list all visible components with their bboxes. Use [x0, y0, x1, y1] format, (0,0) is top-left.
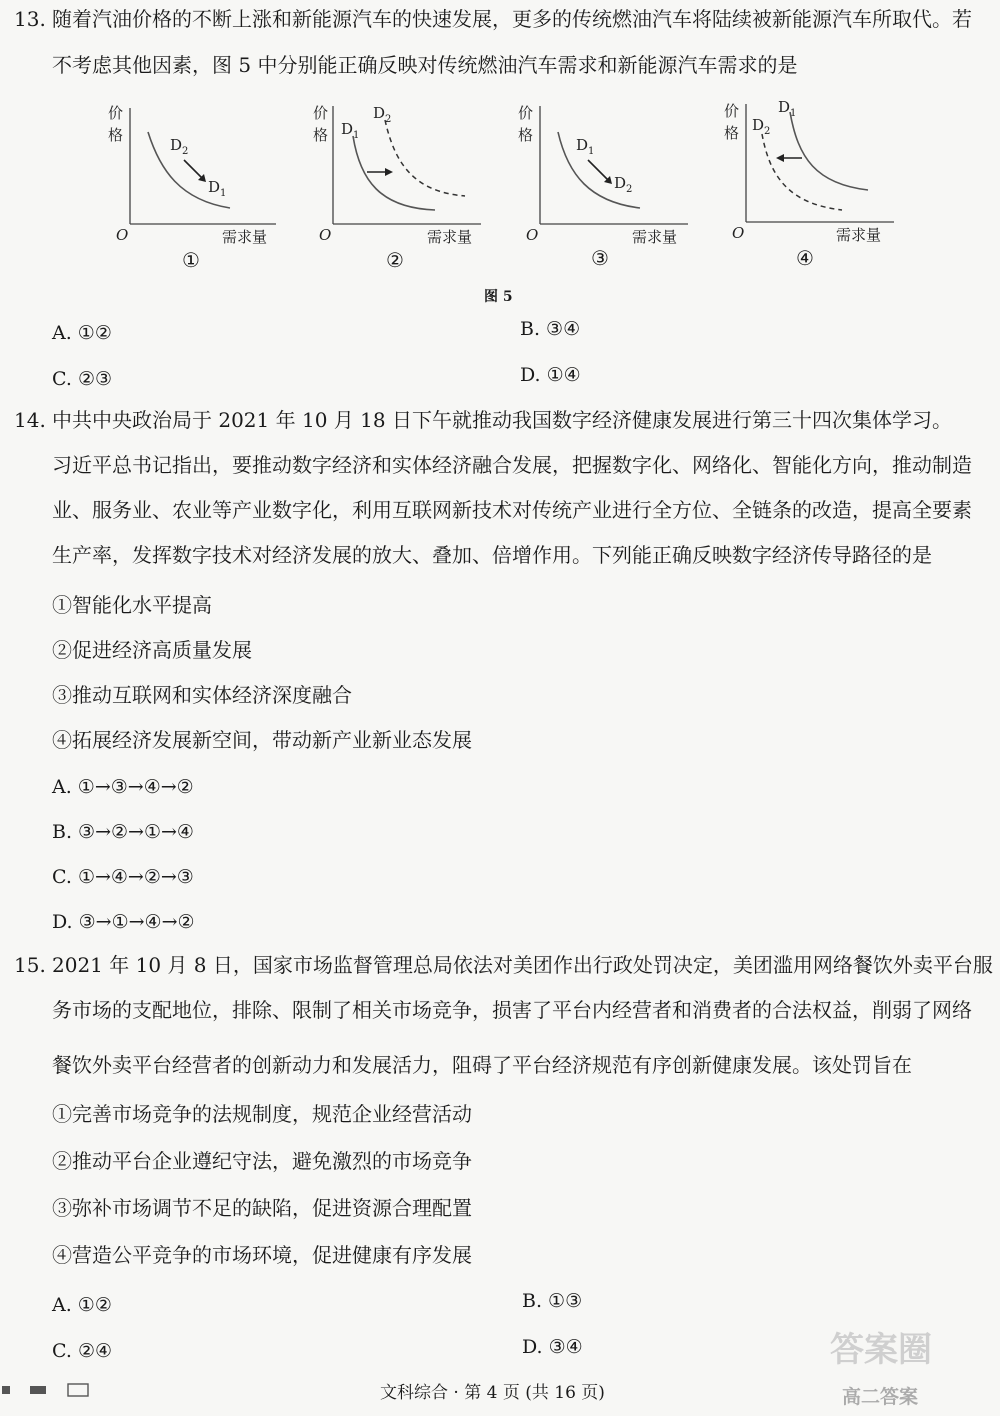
q14-option-c[interactable]: C. ①→④→②→③	[52, 866, 194, 888]
panel-label-1: ①	[182, 248, 200, 272]
demand-curve-d2-dashed	[385, 120, 465, 196]
q14-text-line: 习近平总书记指出，要推动数字经济和实体经济融合发展，把握数字化、网络化、智能化方向，推动制造	[52, 453, 972, 477]
q13-option-a[interactable]: A. ①②	[52, 322, 112, 344]
svg-text:O: O	[732, 224, 745, 242]
svg-text:格: 格	[313, 126, 329, 144]
svg-text:格: 格	[518, 126, 534, 144]
panel-label-4: ④	[796, 246, 814, 270]
demand-curve-d2-dashed	[762, 134, 842, 210]
q14-item: ③推动互联网和实体经济深度融合	[52, 683, 352, 707]
figure-caption: 图 5	[484, 289, 513, 305]
footer-marks	[0, 1382, 100, 1406]
q13-option-c[interactable]: C. ②③	[52, 368, 113, 390]
svg-text:价: 价	[518, 104, 534, 122]
svg-text:O: O	[526, 226, 539, 244]
q14-text-line: 业、服务业、农业等产业数字化，利用互联网新技术对传统产业进行全方位、全链条的改造，提高全要素	[52, 498, 972, 522]
svg-text:D2: $D_2$	[614, 174, 633, 195]
x-axis-label: 需求量	[222, 228, 268, 246]
curve-label-d2: $D_2$	[170, 136, 189, 157]
q15-text-line: 务市场的支配地位，排除、限制了相关市场竞争，损害了平台内经营者和消费者的合法权益，削弱了网络	[52, 998, 972, 1022]
q14-text-line: 生产率，发挥数字技术对经济发展的放大、叠加、倍增作用。下列能正确反映数字经济传导路径的是	[52, 543, 932, 567]
panel-label-3: ③	[591, 246, 609, 270]
svg-text:需求量: 需求量	[632, 228, 678, 246]
q13-option-d[interactable]: D. ①④	[520, 364, 581, 386]
panel-label-2: ②	[386, 248, 404, 272]
svg-text:价: 价	[724, 102, 740, 120]
movement-arrow	[588, 160, 608, 180]
q15-text-line: 2021 年 10 月 8 日，国家市场监督管理总局依法对美团作出行政处罚决定，美团滥用网络餐饮外卖平台服	[52, 953, 993, 977]
watermark-subtext: 高二答案	[842, 1386, 919, 1408]
q13-text-line-1: 随着汽油价格的不断上涨和新能源汽车的快速发展，更多的传统燃油汽车将陆续被新能源汽车所取代。若	[52, 7, 972, 31]
q13-number: 13.	[14, 7, 46, 31]
q15-option-b[interactable]: B. ①③	[522, 1290, 583, 1312]
q14-number: 14.	[14, 408, 46, 432]
curve-label-d1: $D_1$	[208, 178, 227, 199]
q15-option-a[interactable]: A. ①②	[52, 1294, 112, 1316]
svg-text:D2: $D_2$	[373, 104, 392, 125]
q15-number: 15.	[14, 953, 46, 977]
svg-text:D1: $D_1$	[341, 120, 360, 141]
svg-text:D1: $D_1$	[778, 98, 797, 119]
q14-item: ①智能化水平提高	[52, 593, 212, 617]
watermark-logo: 答案圈	[830, 1330, 932, 1370]
q15-item: ②推动平台企业遵纪守法，避免激烈的市场竞争	[52, 1149, 472, 1173]
svg-text:D1: $D_1$	[576, 136, 595, 157]
q15-option-d[interactable]: D. ③④	[522, 1336, 583, 1358]
demand-curve-d1	[790, 112, 868, 190]
q15-item: ①完善市场竞争的法规制度，规范企业经营活动	[52, 1102, 472, 1126]
q14-option-d[interactable]: D. ③→①→④→②	[52, 911, 195, 933]
q14-option-b[interactable]: B. ③→②→①→④	[52, 821, 194, 843]
q13-text-line-2: 不考虑其他因素，图 5 中分别能正确反映对传统燃油汽车需求和新能源汽车需求的是	[52, 53, 798, 77]
svg-text:需求量: 需求量	[427, 228, 473, 246]
svg-text:D2: $D_2$	[752, 116, 771, 137]
origin-label: O	[116, 226, 129, 244]
svg-text:O: O	[319, 226, 332, 244]
y-axis-label: 格	[108, 126, 124, 144]
q15-item: ③弥补市场调节不足的缺陷，促进资源合理配置	[52, 1196, 472, 1220]
svg-text:价: 价	[313, 104, 329, 122]
q14-text-line: 中共中央政治局于 2021 年 10 月 18 日下午就推动我国数字经济健康发展进行第三十四次集体学习。	[52, 408, 952, 432]
page-footer: 文科综合 · 第 4 页 (共 16 页)	[380, 1383, 605, 1403]
q14-item: ④拓展经济发展新空间，带动新产业新业态发展	[52, 728, 472, 752]
q15-item: ④营造公平竞争的市场环境，促进健康有序发展	[52, 1243, 472, 1267]
svg-text:需求量: 需求量	[836, 226, 882, 244]
q14-item: ②促进经济高质量发展	[52, 638, 252, 662]
q14-option-a[interactable]: A. ①→③→④→②	[52, 776, 194, 798]
q13-option-b[interactable]: B. ③④	[520, 318, 581, 340]
demand-curve	[148, 132, 230, 208]
svg-text:格: 格	[724, 124, 740, 142]
q15-text-line: 餐饮外卖平台经营者的创新动力和发展活力，阻碍了平台经济规范有序创新健康发展。该处罚旨在	[52, 1053, 912, 1077]
q15-option-c[interactable]: C. ②④	[52, 1340, 113, 1362]
y-axis-label: 价	[108, 104, 124, 122]
